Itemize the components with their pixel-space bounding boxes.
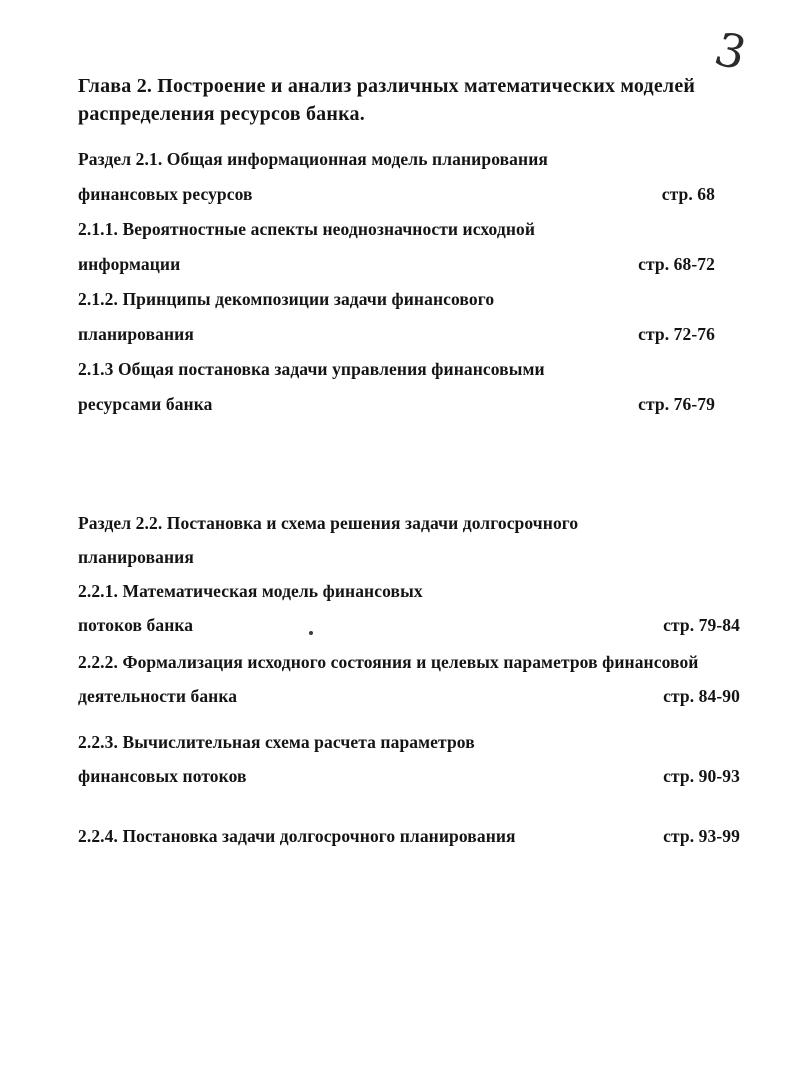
handwritten-page-number: 3: [708, 21, 753, 81]
toc-text: финансовых ресурсов: [78, 184, 253, 204]
toc-line: [78, 679, 740, 713]
toc-text: финансовых потоков: [78, 766, 247, 786]
toc-text: планирования: [78, 324, 194, 344]
toc-line: [78, 177, 715, 212]
toc-line: [78, 645, 740, 679]
toc-line: [78, 819, 740, 853]
toc-page-ref: стр. 79-84: [663, 615, 740, 635]
toc-page-ref: стр. 76-79: [638, 394, 715, 414]
toc-text: информации: [78, 254, 181, 274]
toc-entry: [78, 212, 715, 282]
toc-text: 2.2.3. Вычислительная схема расчета параметров: [78, 732, 475, 752]
toc-line: [78, 725, 740, 759]
toc-section-2-1: [78, 142, 715, 422]
toc-entry: [78, 142, 715, 212]
toc-text: Раздел 2.1. Общая информационная модель планирования: [78, 149, 548, 169]
toc-line: [78, 142, 715, 177]
toc-page-ref: стр. 84-90: [663, 686, 740, 706]
toc-line: [78, 282, 715, 317]
toc-text: планирования: [78, 547, 194, 567]
toc-line: [78, 387, 715, 422]
toc-line: [78, 212, 715, 247]
toc-text: деятельности банка: [78, 686, 238, 706]
toc-line: [78, 608, 740, 642]
toc-line: [78, 317, 715, 352]
toc-text: 2.1.3 Общая постановка задачи управления финансовыми: [78, 359, 545, 379]
toc-entry: [78, 819, 740, 853]
toc-entry: [78, 645, 740, 713]
toc-text: 2.1.2. Принципы декомпозиции задачи финансового: [78, 289, 495, 309]
toc-page-ref: стр. 90-93: [663, 766, 740, 786]
toc-entry: [78, 282, 715, 352]
chapter-title: [78, 72, 750, 128]
toc-line: [78, 574, 740, 608]
toc-text: 2.1.1. Вероятностные аспекты неоднозначности исходной: [78, 219, 536, 239]
toc-page-ref: стр. 72-76: [638, 324, 715, 344]
toc-text: 2.2.2. Формализация исходного состояния и целевых параметров финансовой: [78, 652, 699, 672]
toc-line: [78, 247, 715, 282]
ink-dot-artifact: [309, 631, 313, 635]
chapter-title-line-2: распределения ресурсов банка.: [78, 103, 365, 125]
toc-text: 2.2.4. Постановка задачи долгосрочного планирования: [78, 826, 516, 846]
toc-text: ресурсами банка: [78, 394, 213, 414]
toc-entry: [78, 725, 740, 793]
toc-text: 2.2.1. Математическая модель финансовых: [78, 581, 423, 601]
toc-line: [78, 759, 740, 793]
chapter-title-line-1: Глава 2. Построение и анализ различных математических моделей: [78, 75, 696, 97]
toc-section-2-2: [78, 506, 740, 853]
toc-page-ref: стр. 93-99: [663, 826, 740, 846]
toc-text: потоков банка: [78, 615, 194, 635]
toc-page-ref: стр. 68: [661, 184, 715, 204]
toc-entry: [78, 352, 715, 422]
toc-page-ref: стр. 68-72: [638, 254, 715, 274]
toc-line: [78, 540, 740, 574]
toc-line: [78, 352, 715, 387]
toc-entry: [78, 506, 740, 574]
toc-line: [78, 506, 740, 540]
toc-text: Раздел 2.2. Постановка и схема решения задачи долгосрочного: [78, 513, 579, 533]
toc-entry: [78, 574, 740, 642]
